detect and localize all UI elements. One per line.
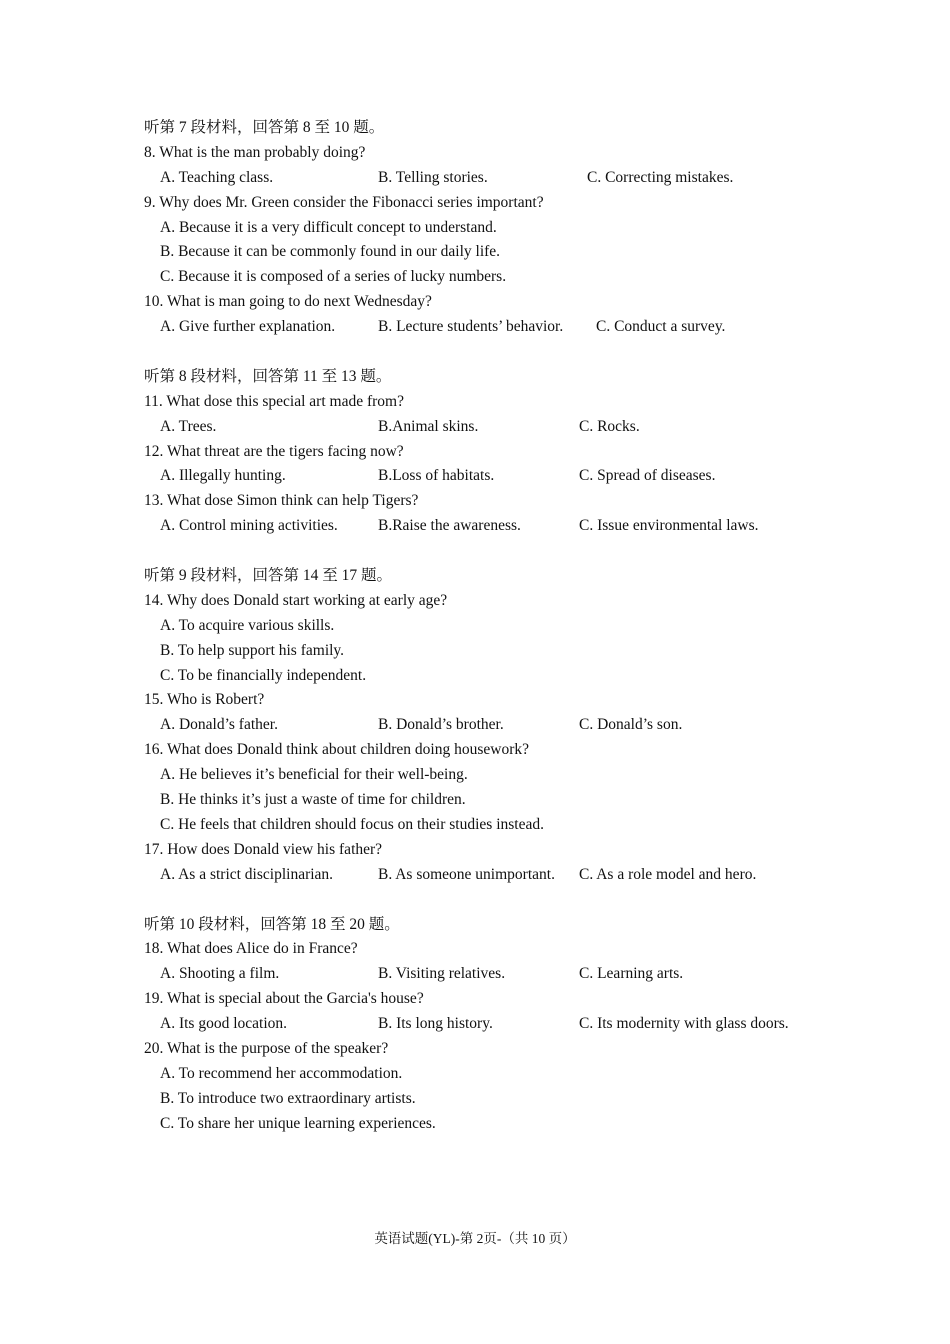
question-content <box>144 116 824 1137</box>
option-b: B. Because it can be commonly found in our daily life. <box>160 243 501 261</box>
option-a: A. Shooting a film. <box>160 965 280 983</box>
question-18-options <box>144 962 824 987</box>
section-10 <box>144 913 824 1137</box>
option-c: C. He feels that children should focus on their studies instead. <box>160 815 544 833</box>
option-a: A. To acquire various skills. <box>160 616 335 634</box>
option-c: C. To share her unique learning experiences. <box>160 1114 436 1132</box>
option-c: C. Conduct a survey. <box>596 318 726 336</box>
question-8-stem: 8. What is the man probably doing? <box>144 143 366 161</box>
section-8 <box>144 365 824 539</box>
option-c: C. As a role model and hero. <box>579 865 757 883</box>
section-heading: 听第 9 段材料，回答第 14 至 17 题。 <box>144 567 393 585</box>
option-a: A. Control mining activities. <box>160 517 338 535</box>
question-9-stem: 9. Why does Mr. Green consider the Fibonacci series important? <box>144 193 544 211</box>
page-footer: 英语试题(YL)-第 2页-（共 10 页） <box>374 1231 576 1246</box>
option-b: B.Raise the awareness. <box>378 517 521 535</box>
section-9 <box>144 564 824 888</box>
option-c: C. Correcting mistakes. <box>587 168 734 186</box>
question-18-stem: 18. What does Alice do in France? <box>144 940 358 958</box>
question-12-options <box>144 464 824 489</box>
option-a: A. Donald’s father. <box>160 716 278 734</box>
question-13-options <box>144 514 824 539</box>
question-20-stem: 20. What is the purpose of the speaker? <box>144 1039 389 1057</box>
question-16-stem: 16. What does Donald think about children doing housework? <box>144 741 529 759</box>
option-a: A. Teaching class. <box>160 168 274 186</box>
section-heading: 听第 8 段材料，回答第 11 至 13 题。 <box>144 367 392 385</box>
option-b: B. To help support his family. <box>160 641 345 659</box>
option-b: B. Donald’s brother. <box>378 716 504 734</box>
question-19-options <box>144 1012 824 1037</box>
question-11-stem: 11. What dose this special art made from? <box>144 392 404 410</box>
option-c: C. Learning arts. <box>579 965 684 983</box>
section-7 <box>144 116 824 340</box>
question-14-stem: 14. Why does Donald start working at early age? <box>144 591 448 609</box>
question-11-options <box>144 415 824 440</box>
question-15-stem: 15. Who is Robert? <box>144 691 265 709</box>
option-c: C. To be financially independent. <box>160 666 367 684</box>
option-a: A. He believes it’s beneficial for their well-being. <box>160 766 468 784</box>
option-c: C. Issue environmental laws. <box>579 517 759 535</box>
section-heading: 听第 10 段材料，回答第 18 至 20 题。 <box>144 915 400 933</box>
section-spacer <box>144 888 824 913</box>
question-13-stem: 13. What dose Simon think can help Tigers? <box>144 492 419 510</box>
option-c: C. Rocks. <box>579 417 640 435</box>
question-10-options <box>144 315 824 340</box>
option-a: A. Its good location. <box>160 1015 287 1033</box>
section-spacer <box>144 539 824 564</box>
question-8-options <box>144 166 824 191</box>
option-c: C. Its modernity with glass doors. <box>579 1015 789 1033</box>
option-a: A. As a strict disciplinarian. <box>160 865 334 883</box>
question-19-stem: 19. What is special about the Garcia's house? <box>144 990 424 1008</box>
option-b: B. To introduce two extraordinary artists. <box>160 1089 416 1107</box>
question-10-stem: 10. What is man going to do next Wednesday? <box>144 293 432 311</box>
option-c: C. Because it is composed of a series of lucky numbers. <box>160 268 507 286</box>
option-b: B. As someone unimportant. <box>378 865 555 883</box>
section-spacer <box>144 340 824 365</box>
option-c: C. Donald’s son. <box>579 716 683 734</box>
option-a: A. Give further explanation. <box>160 318 336 336</box>
option-b: B.Animal skins. <box>378 417 479 435</box>
option-a: A. Because it is a very difficult concept to understand. <box>160 218 497 236</box>
option-b: B. Its long history. <box>378 1015 493 1033</box>
option-a: A. To recommend her accommodation. <box>160 1064 403 1082</box>
question-15-options <box>144 713 824 738</box>
option-a: A. Trees. <box>160 417 217 435</box>
question-17-stem: 17. How does Donald view his father? <box>144 840 383 858</box>
option-b: B. He thinks it’s just a waste of time for children. <box>160 791 466 809</box>
option-b: B. Telling stories. <box>378 168 488 186</box>
option-b: B.Loss of habitats. <box>378 467 495 485</box>
section-heading: 听第 7 段材料，回答第 8 至 10 题。 <box>144 119 385 136</box>
option-a: A. Illegally hunting. <box>160 467 286 485</box>
question-17-options <box>144 863 824 888</box>
option-b: B. Lecture students’ behavior. <box>378 318 564 336</box>
option-c: C. Spread of diseases. <box>579 467 716 485</box>
option-b: B. Visiting relatives. <box>378 965 506 983</box>
question-12-stem: 12. What threat are the tigers facing now? <box>144 442 404 460</box>
